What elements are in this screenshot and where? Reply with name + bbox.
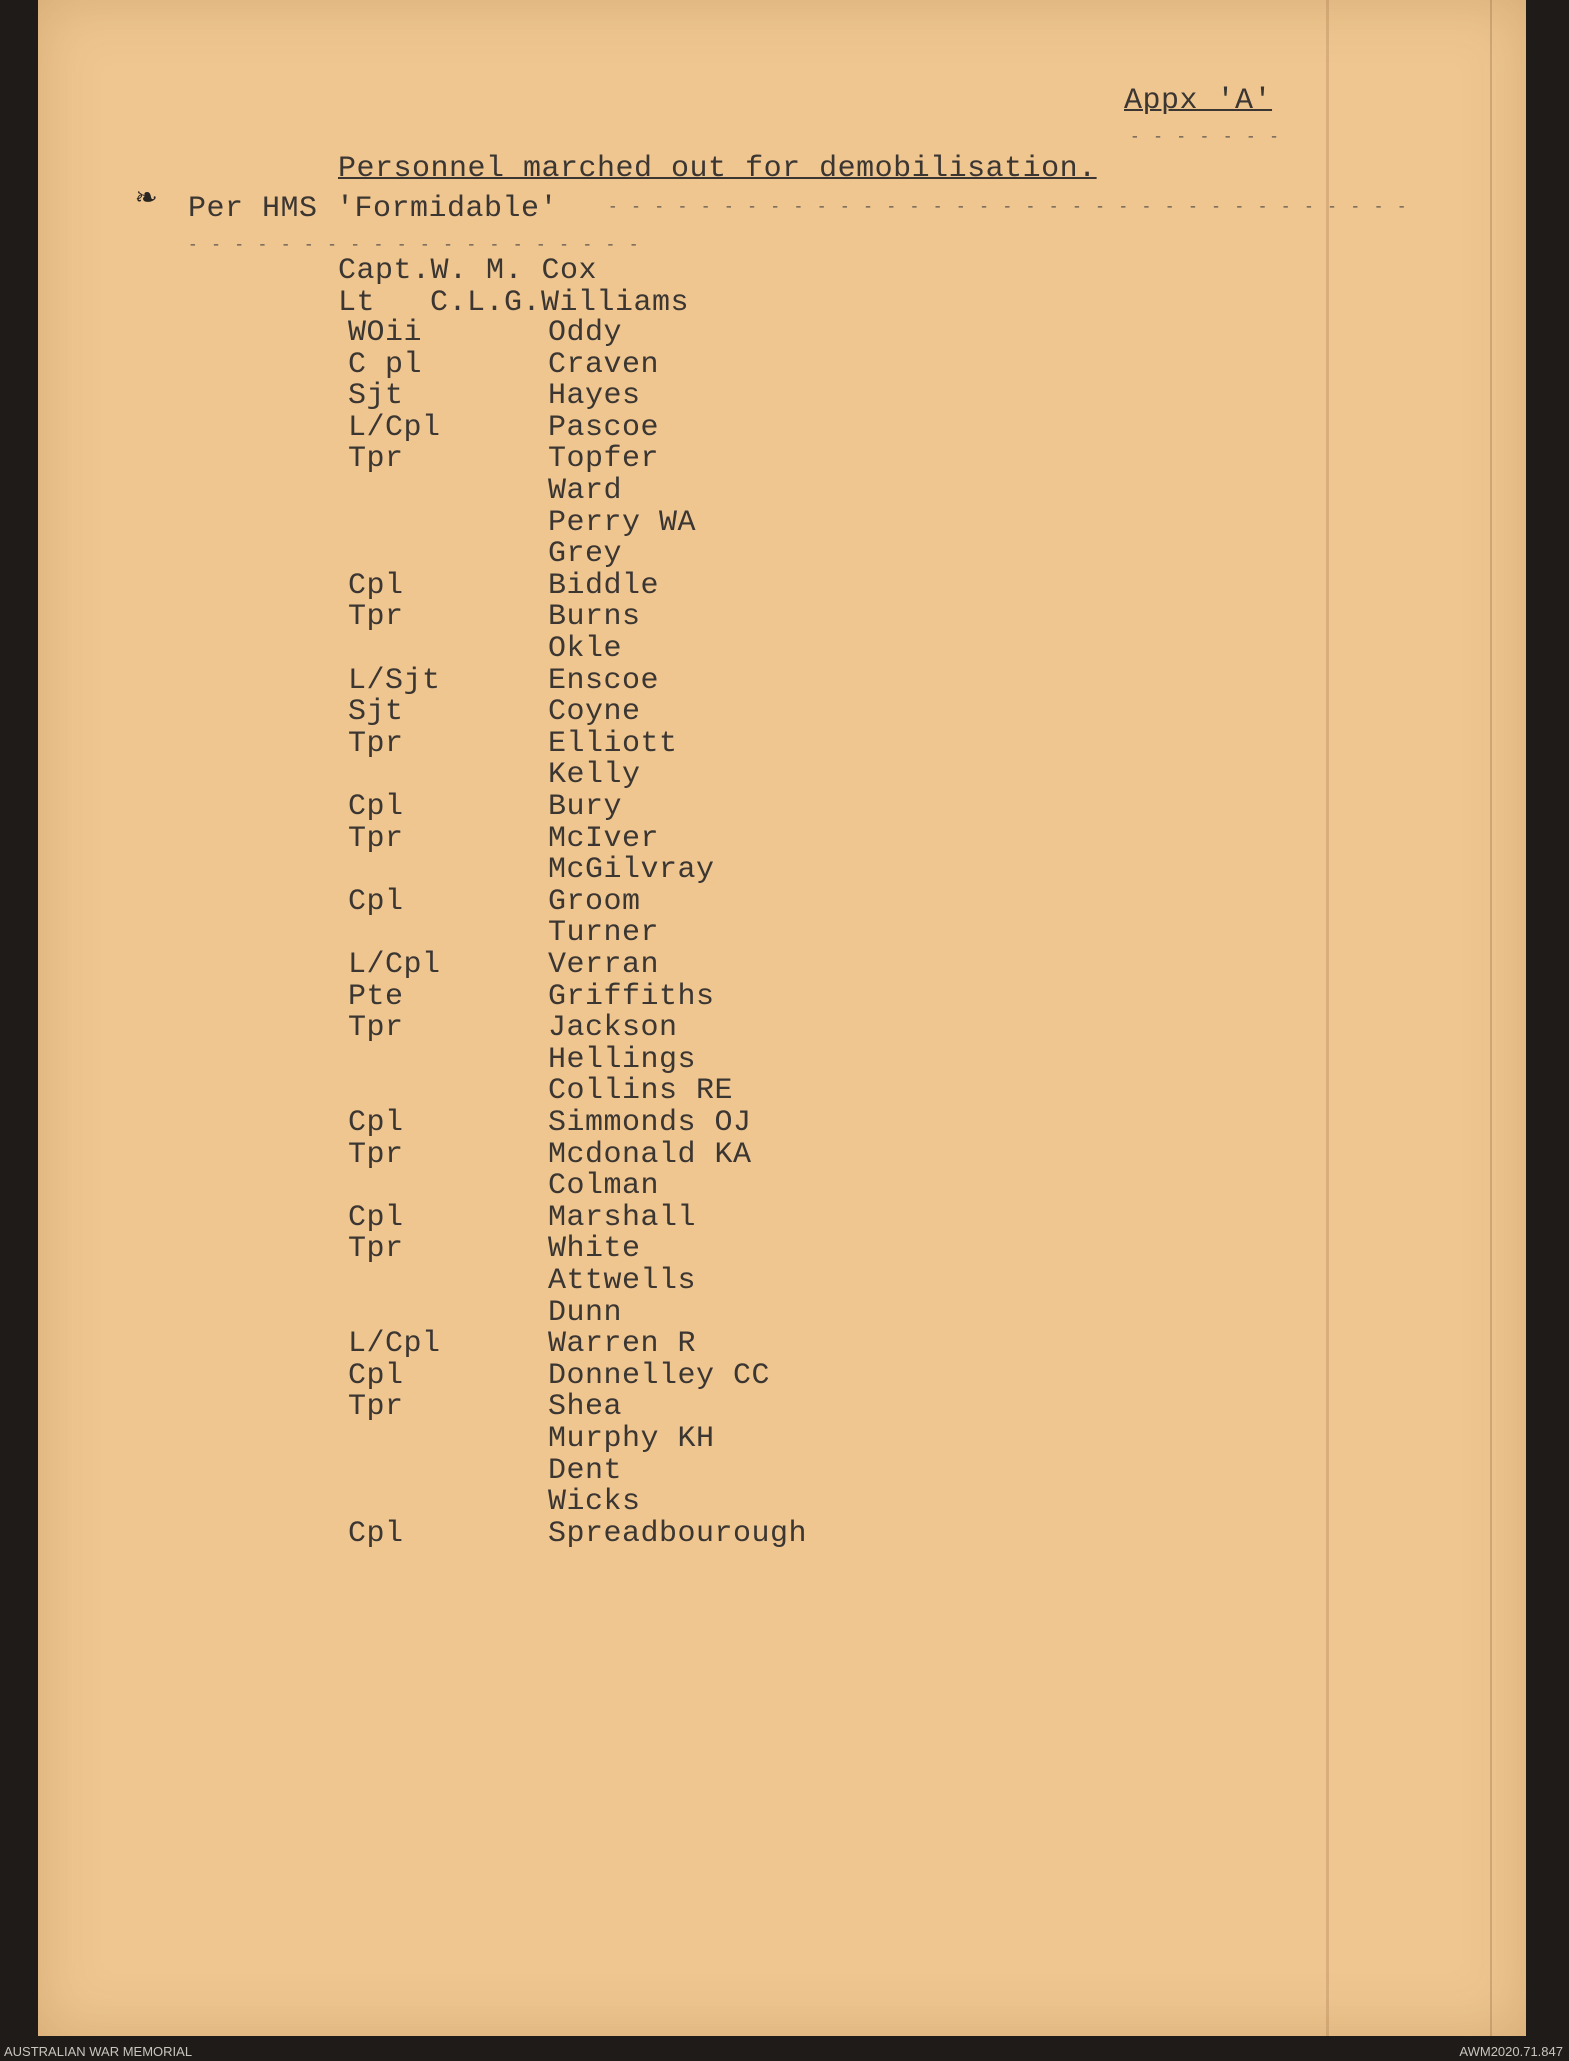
name-cell: Wicks <box>548 1485 641 1519</box>
paper-edge-fold <box>1490 0 1492 2036</box>
rank-cell: L/Cpl <box>348 411 441 445</box>
name-cell: McGilvray <box>548 853 715 887</box>
rank-cell: Cpl <box>348 1517 404 1551</box>
paper-fold <box>1326 0 1329 2036</box>
name-cell: McIver <box>548 822 660 856</box>
name-cell: Spreadbourough <box>548 1517 808 1551</box>
appendix-label: Appx 'A' <box>1124 84 1273 118</box>
name-cell: Biddle <box>548 569 660 603</box>
name-cell: Attwells <box>548 1264 697 1298</box>
name-cell: Topfer <box>548 442 660 476</box>
page-subtitle: Per HMS 'Formidable' <box>188 192 559 226</box>
rank-cell: Cpl <box>348 569 404 603</box>
divider-dashes: - - - - - - - - - - - - - - - - - - - - - - - - - - - - - - - - - - - <box>608 198 1409 216</box>
rank-cell: Tpr <box>348 442 404 476</box>
name-cell: Ward <box>548 474 623 508</box>
name-cell: Dunn <box>548 1296 623 1330</box>
name-cell: Turner <box>548 916 660 950</box>
name-cell: Colman <box>548 1169 660 1203</box>
name-cell: Oddy <box>548 316 623 350</box>
name-cell: Simmonds OJ <box>548 1106 752 1140</box>
rank-cell: Cpl <box>348 1359 404 1393</box>
rank-cell: Pte <box>348 980 404 1014</box>
officer-row: Capt.W. M. Cox <box>338 254 598 288</box>
name-cell: Bury <box>548 790 623 824</box>
rank-cell: Tpr <box>348 1011 404 1045</box>
name-cell: Coyne <box>548 695 641 729</box>
rank-cell: L/Sjt <box>348 664 441 698</box>
name-cell: Verran <box>548 948 660 982</box>
name-cell: Griffiths <box>548 980 715 1014</box>
name-cell: Jackson <box>548 1011 678 1045</box>
rank-cell: Cpl <box>348 790 404 824</box>
rank-cell: L/Cpl <box>348 1327 441 1361</box>
divider-dashes: - - - - - - - - - - - - - - - - - - - - <box>188 236 641 254</box>
name-cell: Craven <box>548 348 660 382</box>
rank-cell: Tpr <box>348 1138 404 1172</box>
name-cell: Warren R <box>548 1327 697 1361</box>
name-cell: Elliott <box>548 727 678 761</box>
rank-cell: Cpl <box>348 1106 404 1140</box>
name-cell: Okle <box>548 632 623 666</box>
officer-rank: Lt <box>338 286 376 320</box>
rank-cell: Tpr <box>348 1232 404 1266</box>
name-cell: Marshall <box>548 1201 697 1235</box>
page-title: Personnel marched out for demobilisation. <box>338 152 1097 186</box>
rank-cell: L/Cpl <box>348 948 441 982</box>
name-cell: Murphy KH <box>548 1422 715 1456</box>
rank-cell: Tpr <box>348 822 404 856</box>
name-cell: Kelly <box>548 758 641 792</box>
rank-cell: Cpl <box>348 1201 404 1235</box>
name-cell: Hayes <box>548 379 641 413</box>
ink-mark-icon: ❧ <box>136 180 157 218</box>
name-cell: Shea <box>548 1390 623 1424</box>
name-cell: Mcdonald KA <box>548 1138 752 1172</box>
name-cell: Dent <box>548 1454 623 1488</box>
name-cell: White <box>548 1232 641 1266</box>
rank-cell: C pl <box>348 348 423 382</box>
name-cell: Groom <box>548 885 641 919</box>
rank-cell: Tpr <box>348 727 404 761</box>
footer-reference: AWM2020.71.847 <box>1459 2044 1563 2059</box>
document-page <box>38 0 1526 2036</box>
name-cell: Perry WA <box>548 506 697 540</box>
name-cell: Enscoe <box>548 664 660 698</box>
rank-cell: Sjt <box>348 379 404 413</box>
rank-cell: Tpr <box>348 600 404 634</box>
rank-cell: Sjt <box>348 695 404 729</box>
name-cell: Hellings <box>548 1043 697 1077</box>
name-cell: Donnelley CC <box>548 1359 771 1393</box>
name-cell: Grey <box>548 537 623 571</box>
name-cell: Pascoe <box>548 411 660 445</box>
divider-dashes: - - - - - - - <box>1130 128 1281 146</box>
officer-name: C.L.G.Williams <box>430 286 690 320</box>
footer-source: AUSTRALIAN WAR MEMORIAL <box>4 2044 193 2059</box>
name-cell: Burns <box>548 600 641 634</box>
rank-cell: Tpr <box>348 1390 404 1424</box>
rank-cell: Cpl <box>348 885 404 919</box>
rank-cell: WOii <box>348 316 423 350</box>
name-cell: Collins RE <box>548 1074 734 1108</box>
